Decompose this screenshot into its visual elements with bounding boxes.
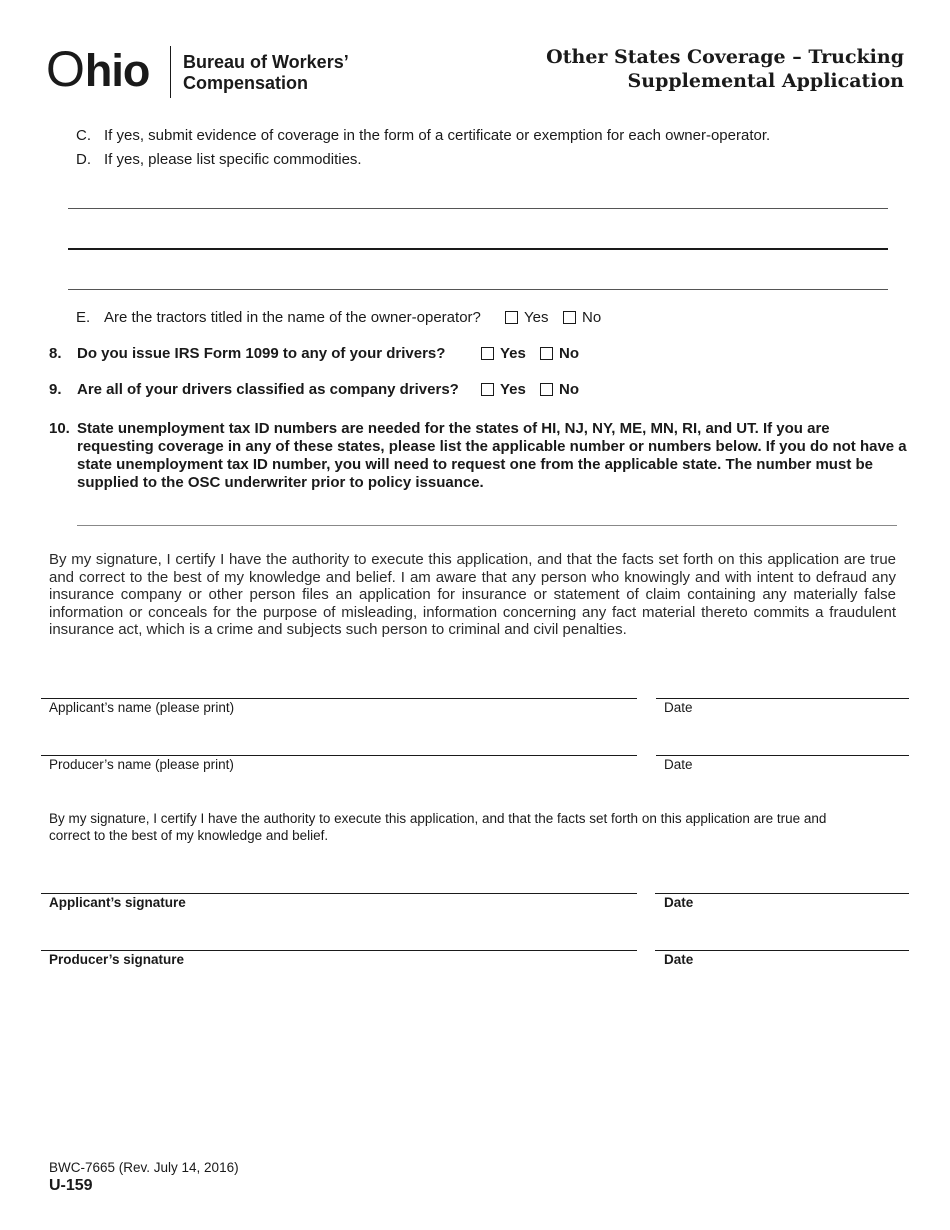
logo-letter: O — [46, 41, 85, 97]
bureau-line-1: Bureau of Workers’ — [183, 52, 349, 72]
title-line-1: Other States Coverage – Trucking — [546, 46, 904, 68]
item-d-letter: D. — [76, 151, 91, 168]
item-e-no-checkbox[interactable] — [563, 311, 576, 324]
producer-name-date-line[interactable] — [656, 755, 909, 756]
bureau-line-2: Compensation — [183, 73, 309, 93]
form-id: U-159 — [49, 1177, 93, 1194]
applicant-signature-label: Applicant’s signature — [49, 895, 186, 910]
applicant-signature-date-label: Date — [664, 895, 694, 910]
form-revision-code: BWC-7665 (Rev. July 14, 2016) — [49, 1160, 239, 1175]
producer-signature-date-label: Date — [664, 952, 694, 967]
commodities-line-3[interactable] — [68, 289, 888, 290]
question-8-yes-checkbox[interactable] — [481, 347, 494, 360]
item-c-text: If yes, submit evidence of coverage in the form of a certificate or exemption for each owner-operator. — [104, 127, 771, 144]
applicant-signature-line[interactable] — [41, 893, 637, 894]
question-9-yes-checkbox[interactable] — [481, 383, 494, 396]
commodities-line-2[interactable] — [68, 248, 888, 250]
logo-word: hio — [84, 45, 150, 96]
question-8-no-option[interactable] — [540, 345, 579, 362]
question-8-yes-label: Yes — [500, 345, 526, 362]
item-d-text: If yes, please list specific commodities. — [104, 151, 362, 168]
item-e-no-option[interactable] — [563, 309, 601, 327]
question-10-number: 10. — [49, 420, 70, 437]
item-e-no-label: No — [582, 309, 602, 326]
applicant-name-date-label: Date — [664, 700, 693, 715]
item-e-letter: E. — [76, 309, 91, 326]
question-9-no-label: No — [559, 381, 579, 398]
question-8-text: Do you issue IRS Form 1099 to any of your drivers? — [77, 345, 446, 362]
item-e-yes-label: Yes — [524, 309, 549, 326]
logo-divider — [170, 46, 171, 98]
item-e-text: Are the tractors titled in the name of the owner-operator? — [104, 309, 481, 326]
question-9-yes-option[interactable] — [481, 381, 526, 398]
title-line-2: Supplemental Application — [627, 70, 904, 92]
producer-name-line[interactable] — [41, 755, 637, 756]
commodities-line-1[interactable] — [68, 208, 888, 209]
tax-id-input-line[interactable] — [77, 525, 897, 526]
question-8-no-label: No — [559, 345, 579, 362]
question-8-no-checkbox[interactable] — [540, 347, 553, 360]
bureau-name — [183, 52, 349, 94]
producer-signature-date-line[interactable] — [655, 950, 909, 951]
question-9-no-option[interactable] — [540, 381, 579, 398]
applicant-name-label: Applicant’s name (please print) — [49, 700, 235, 715]
question-8-number: 8. — [49, 345, 62, 362]
applicant-name-date-line[interactable] — [656, 698, 909, 699]
applicant-signature-date-line[interactable] — [655, 893, 909, 894]
item-e-yes-option[interactable] — [505, 309, 548, 327]
producer-name-label: Producer’s name (please print) — [49, 757, 234, 772]
question-9-yes-label: Yes — [500, 381, 526, 398]
producer-signature-label: Producer’s signature — [49, 952, 185, 967]
signature-certification: By my signature, I certify I have the authority to execute this application, and that the facts set forth on this application are true and correct to the best of my knowledge and belief. — [49, 811, 827, 843]
question-9-no-checkbox[interactable] — [540, 383, 553, 396]
item-c-letter: C. — [76, 127, 91, 144]
item-e-yes-checkbox[interactable] — [505, 311, 518, 324]
ohio-logo — [46, 41, 150, 97]
question-10-text: State unemployment tax ID numbers are needed for the states of HI, NJ, NY, ME, MN, RI, and UT. If you are requesting coverage in any of these states, please list the applicable number or numbers below. If you do not have a state unemployment tax ID number, you will need to request one from the applicable state. The number must be supplied to the OSC underwriter prior to policy issuance. — [77, 420, 907, 491]
producer-name-date-label: Date — [664, 757, 693, 772]
question-9-number: 9. — [49, 381, 62, 398]
certification-paragraph: By my signature, I certify I have the authority to execute this application, and that the facts set forth on this application are true and correct to the best of my knowledge and belief. I am aware that any person who knowingly and with intent to defraud any insurance company or other person files an application for insurance or statement of claim containing any materially false information or conceals for the purpose of misleading, information concerning any fact material thereto commits a fraudulent insurance act, which is a crime and subjects such person to criminal and civil penalties. — [49, 551, 896, 638]
question-9-text: Are all of your drivers classified as company drivers? — [77, 381, 459, 398]
applicant-name-line[interactable] — [41, 698, 637, 699]
question-8-yes-option[interactable] — [481, 345, 526, 362]
producer-signature-line[interactable] — [41, 950, 637, 951]
page-title — [546, 45, 904, 93]
